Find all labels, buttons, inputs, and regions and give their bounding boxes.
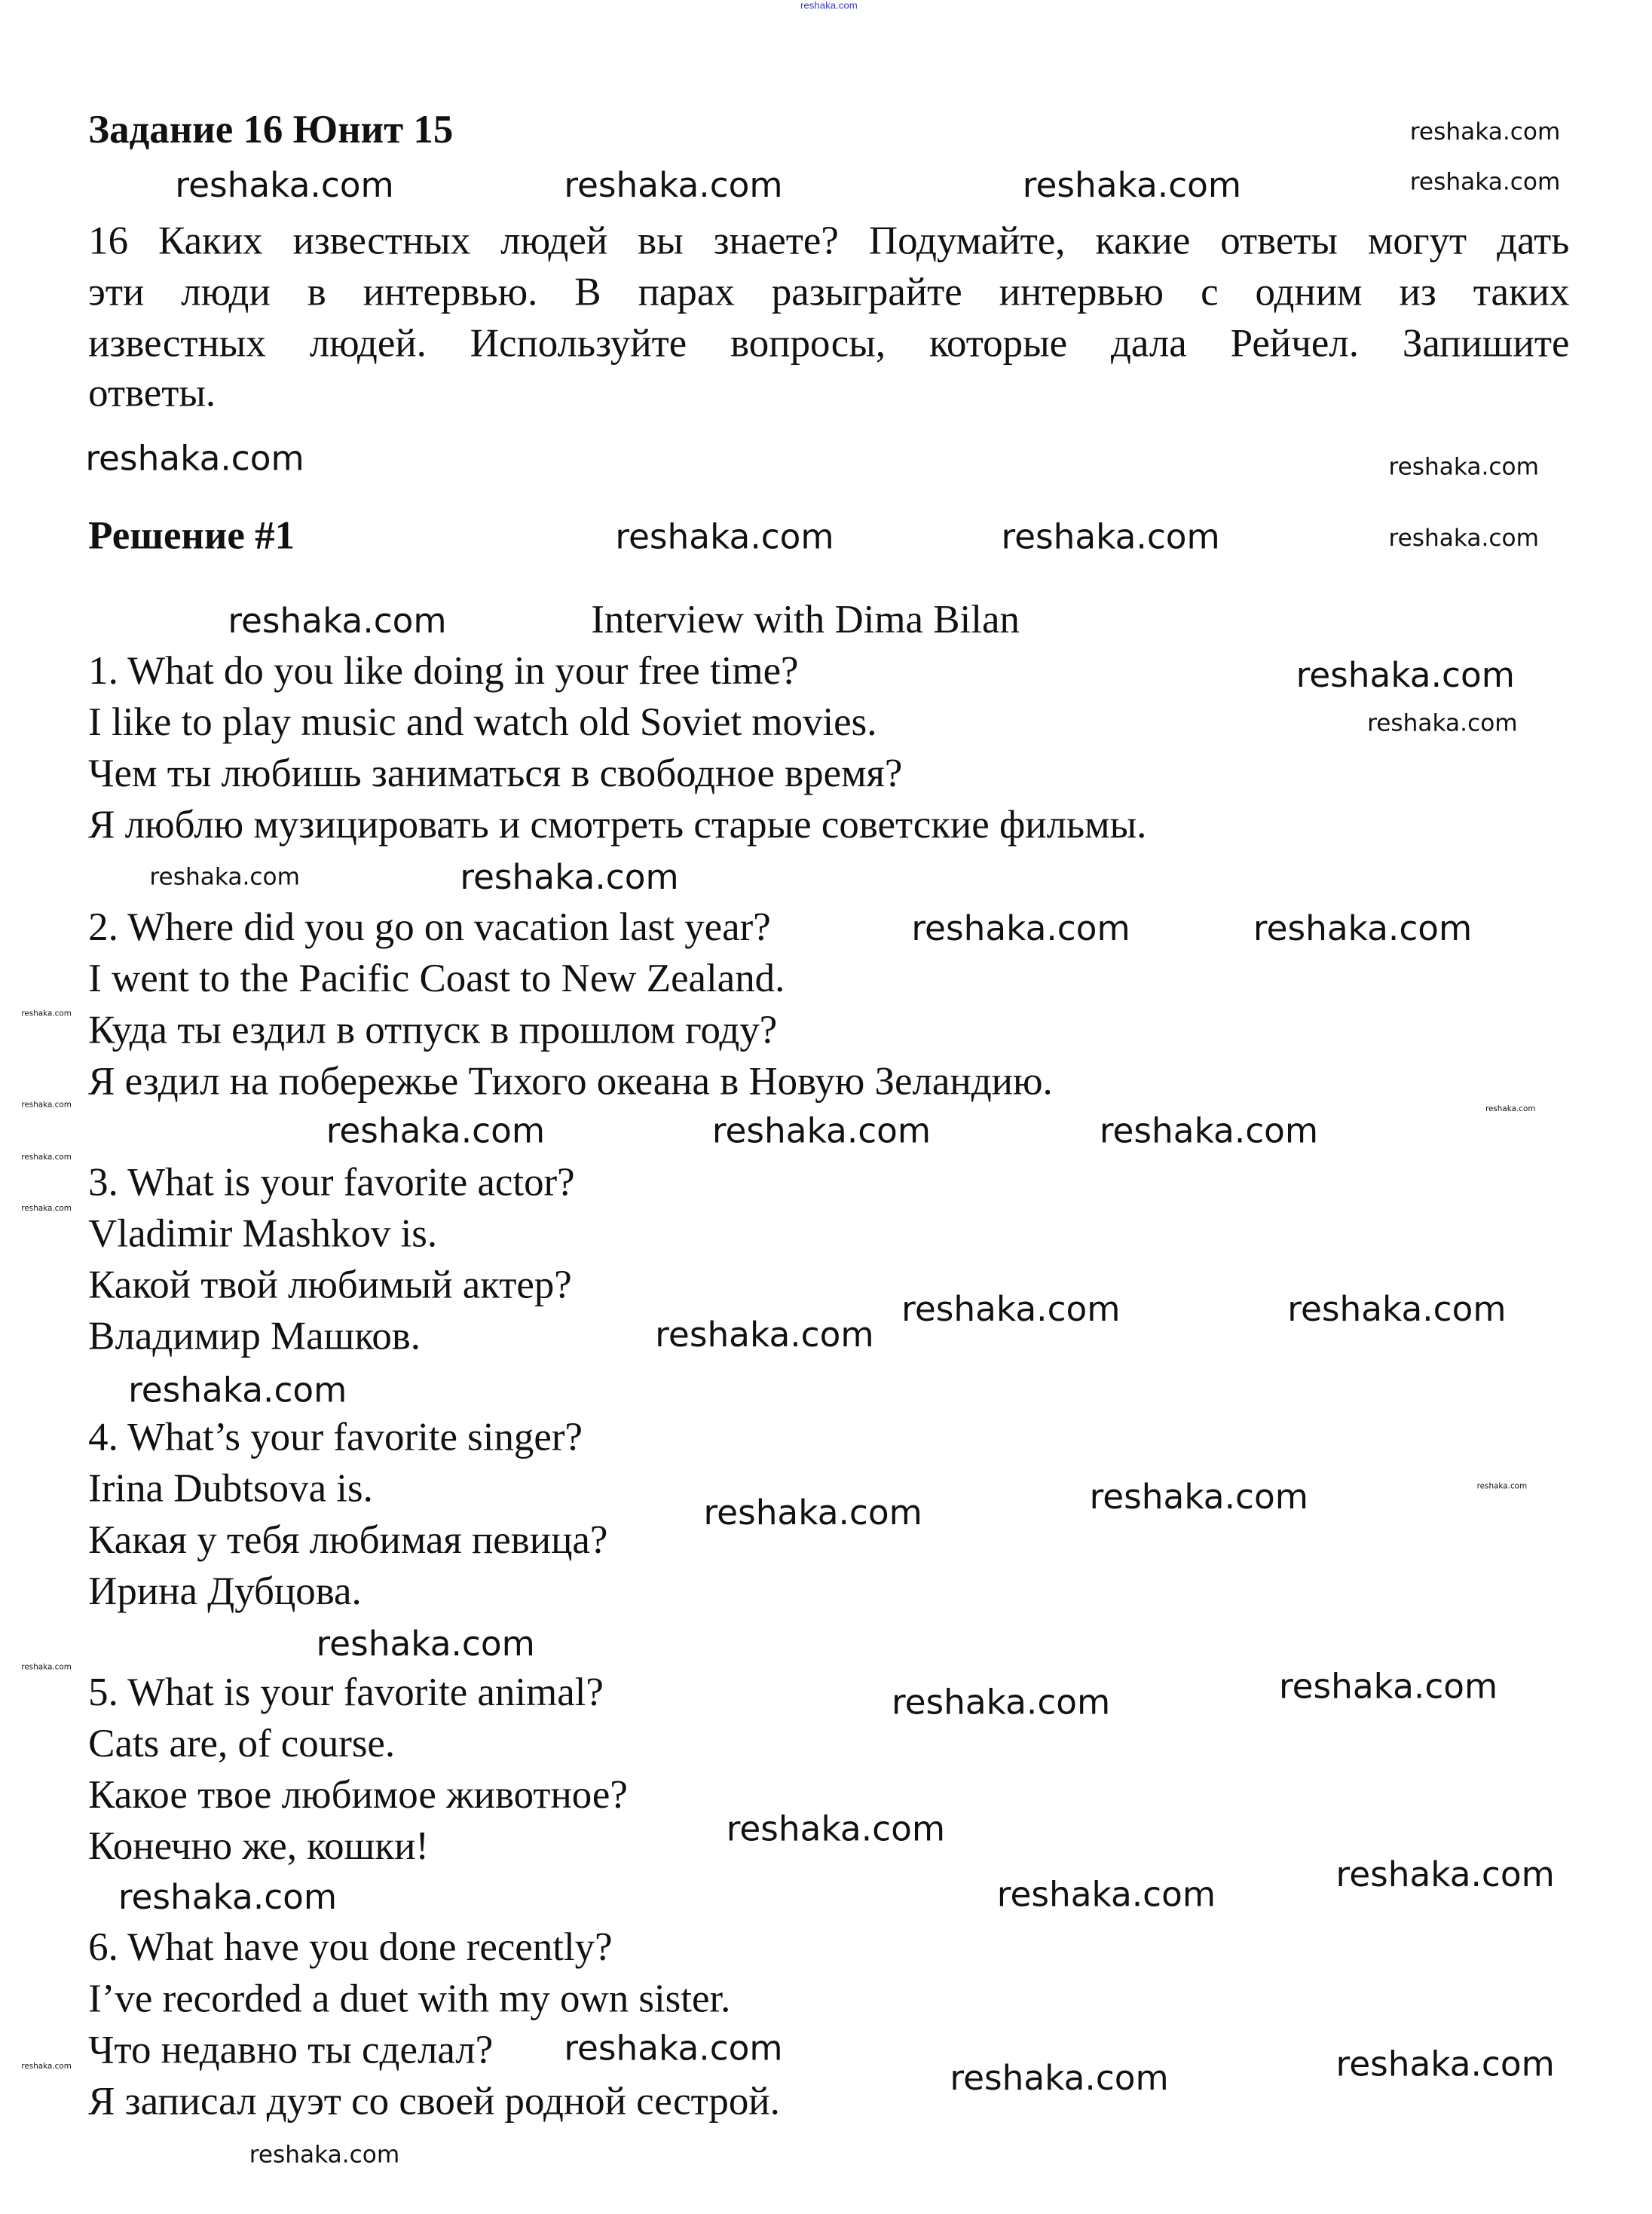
watermark: reshaka.com	[564, 165, 783, 206]
watermark: reshaka.com	[726, 1808, 946, 1849]
answer-ru: Я записал дуэт со своей родной сестрой.	[88, 2079, 780, 2124]
question-ru: Какая у тебя любимая певица?	[88, 1518, 608, 1563]
watermark: reshaka.com	[316, 1624, 535, 1664]
question-en: 5. What is your favorite animal?	[88, 1670, 604, 1716]
watermark: reshaka.com	[1335, 1854, 1555, 1895]
watermark: reshaka.com	[1089, 1477, 1308, 1517]
watermark: reshaka.com	[711, 1110, 932, 1151]
watermark: reshaka.com	[128, 1370, 347, 1410]
answer-en: Irina Dubtsova is.	[88, 1467, 373, 1511]
watermark: reshaka.com	[1485, 1105, 1536, 1114]
answer-en: I like to play music and watch old Soviet movies.	[88, 700, 877, 746]
watermark: reshaka.com	[1296, 655, 1515, 696]
watermark: reshaka.com	[1001, 516, 1220, 557]
watermark: reshaka.com	[326, 1110, 546, 1151]
answer-ru: Я люблю музицировать и смотреть старые советские фильмы.	[88, 803, 1147, 848]
question-ru: Какое твое любимое животное?	[88, 1773, 628, 1818]
watermark: reshaka.com	[950, 2058, 1169, 2099]
watermark: reshaka.com	[1409, 118, 1561, 145]
watermark: reshaka.com	[249, 2141, 400, 2169]
watermark: reshaka.com	[1022, 165, 1242, 206]
watermark: reshaka.com	[891, 1682, 1111, 1723]
watermark: reshaka.com	[1099, 1110, 1319, 1151]
watermark: reshaka.com	[228, 601, 447, 642]
header-watermark[interactable]: reshaka.com	[800, 1, 858, 12]
interview-title: Interview with Dima Bilan	[591, 598, 1020, 643]
watermark: reshaka.com	[1335, 2044, 1555, 2084]
watermark: reshaka.com	[21, 1153, 72, 1162]
watermark: reshaka.com	[149, 863, 300, 891]
question-ru: Чем ты любишь заниматься в свободное время?	[88, 752, 903, 797]
solution-heading: Решение #1	[88, 514, 295, 559]
watermark: reshaka.com	[21, 1205, 72, 1214]
answer-ru: Владимир Машков.	[88, 1315, 421, 1359]
watermark: reshaka.com	[118, 1877, 338, 1918]
task-line: эти люди в интервью. В парах разыграйте интервью с одним из таких	[88, 271, 1570, 315]
watermark: reshaka.com	[655, 1315, 874, 1355]
question-en: 2. Where did you go on vacation last year?	[88, 905, 771, 951]
watermark: reshaka.com	[1253, 908, 1473, 949]
watermark: reshaka.com	[1476, 1483, 1528, 1492]
question-ru: Какой твой любимый актер?	[88, 1263, 572, 1308]
answer-en: I’ve recorded a duet with my own sister.	[88, 1977, 731, 2022]
watermark: reshaka.com	[1278, 1666, 1498, 1707]
watermark: reshaka.com	[615, 516, 834, 557]
question-en: 4. What’s your favorite singer?	[88, 1416, 583, 1460]
watermark: reshaka.com	[911, 908, 1130, 949]
answer-ru: Ирина Дубцова.	[88, 1569, 362, 1615]
answer-en: Cats are, of course.	[88, 1722, 396, 1767]
question-en: 3. What is your favorite actor?	[88, 1161, 575, 1205]
question-ru: Куда ты ездил в отпуск в прошлом году?	[88, 1008, 778, 1053]
watermark: reshaka.com	[901, 1289, 1121, 1330]
watermark: reshaka.com	[21, 1101, 72, 1110]
watermark: reshaka.com	[1287, 1289, 1507, 1330]
watermark: reshaka.com	[21, 1664, 72, 1673]
answer-ru: Я ездил на побережье Тихого океана в Новую Зеландию.	[88, 1059, 1053, 1104]
answer-en: Vladimir Mashkov is.	[88, 1212, 438, 1257]
watermark: reshaka.com	[85, 439, 304, 479]
answer-ru: Конечно же, кошки!	[88, 1824, 430, 1869]
watermark: reshaka.com	[996, 1874, 1216, 1915]
answer-en: I went to the Pacific Coast to New Zealand.	[88, 957, 785, 1002]
task-line: ответы.	[88, 372, 216, 416]
watermark: reshaka.com	[1388, 452, 1540, 480]
watermark: reshaka.com	[175, 165, 394, 206]
question-ru: Что недавно ты сделал?	[88, 2028, 494, 2073]
watermark: reshaka.com	[460, 857, 679, 898]
task-line: 16 Каких известных людей вы знаете? Подумайте, какие ответы могут дать	[88, 219, 1570, 264]
task-line: известных людей. Используйте вопросы, которые дала Рейчел. Запишите	[88, 322, 1570, 366]
watermark: reshaka.com	[1367, 709, 1518, 736]
watermark: reshaka.com	[564, 2028, 783, 2069]
question-en: 6. What have you done recently?	[88, 1925, 613, 1971]
watermark: reshaka.com	[1409, 167, 1561, 195]
question-en: 1. What do you like doing in your free time?	[88, 649, 799, 694]
watermark: reshaka.com	[703, 1493, 922, 1533]
watermark: reshaka.com	[1388, 524, 1540, 552]
watermark: reshaka.com	[21, 2062, 72, 2072]
watermark: reshaka.com	[21, 1009, 72, 1019]
page-title: Задание 16 Юнит 15	[88, 108, 454, 153]
